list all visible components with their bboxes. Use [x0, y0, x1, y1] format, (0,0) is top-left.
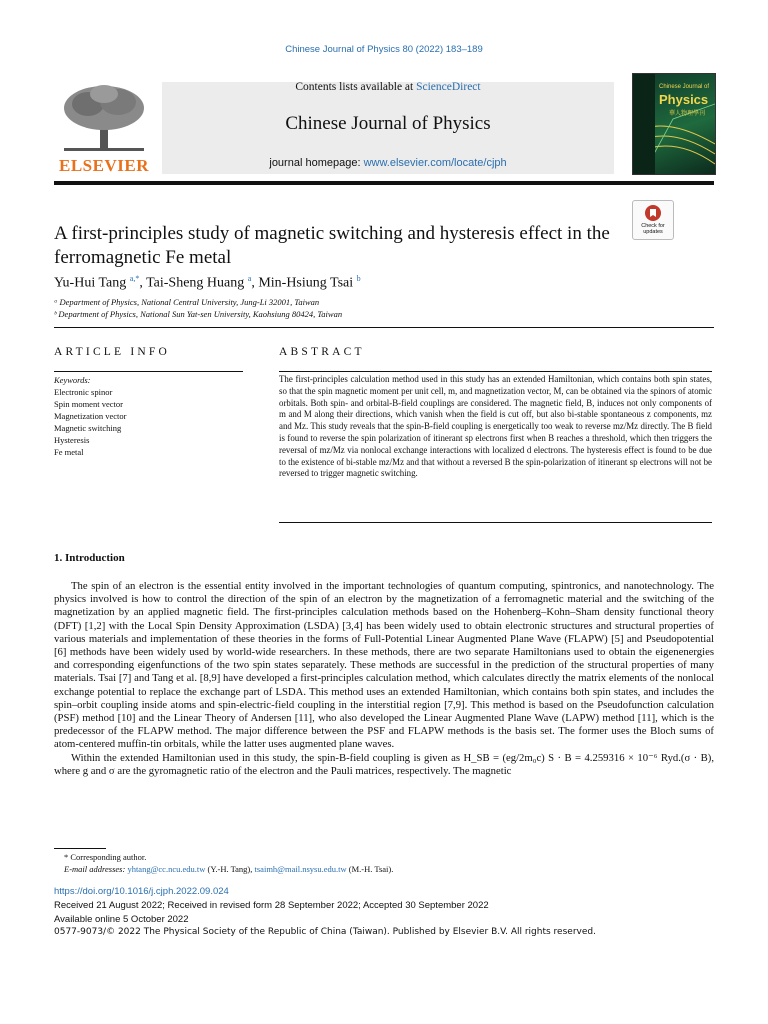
email-label: E-mail addresses: — [64, 864, 126, 874]
email-link[interactable]: tsaimh@mail.nsysu.edu.tw — [254, 864, 347, 874]
cover-chinese-title: 華人物理學刊 — [669, 110, 706, 117]
paragraph: Within the extended Hamiltonian used in this study, the spin-B-field coupling is given as H_SB = (eg/2m₀c) S · B = 4.259316 × 10⁻⁶ Ryd.(σ · B), where g and σ are the gyromagnetic ratio of the electron and the Pauli matrices, respectively. The magnetic — [54, 751, 714, 777]
email-owner: (M.-H. Tsai). — [346, 864, 394, 874]
divider — [54, 327, 714, 328]
keywords-label: Keywords: — [54, 375, 91, 385]
contents-line — [162, 81, 614, 93]
homepage-link[interactable]: www.elsevier.com/locate/cjph — [363, 157, 507, 169]
author-list: Yu-Hui Tang $^{a,*}$, Tai-Sheng Huang $^a$, Min-Hsiung Tsai $^b$ — [54, 274, 361, 291]
journal-cover-image — [632, 73, 716, 175]
corresponding-author-note: * Corresponding author. — [64, 852, 147, 862]
contents-prefix: Contents lists available at — [295, 81, 417, 93]
journal-name: Chinese Journal of Physics — [285, 113, 491, 134]
homepage-prefix: journal homepage: — [269, 157, 364, 169]
divider — [279, 522, 712, 523]
article-title: A first-principles study of magnetic switching and hysteresis effect in the ferromagnetic Fe metal — [54, 223, 610, 268]
affiliation: ᵇ Department of Physics, National Sun Yat-sen University, Kaohsiung 80424, Taiwan — [54, 309, 343, 319]
copyright-notice: 0577-9073/© 2022 The Physical Society of the Republic of China (Taiwan). Published by Elsevier B.V. All rights reserved. — [54, 927, 596, 937]
keyword: Magnetization vector — [54, 411, 127, 421]
badge-label: Check for updates — [641, 223, 665, 235]
author-marks[interactable]: a — [247, 274, 252, 283]
divider — [54, 371, 243, 372]
paragraph: The spin of an electron is the essential entity involved in the important technologies of quantum computing, spintronics, and nanotechnology. The physics involved is how to control the direction of the spin of an electron by the magnetization of a ferromagnetic material and the switching of the magnetization by an applied magnetic field. The first-principles calculation methods based on the Hohenberg–Kohn–Sham density functional theory (DFT) [1,2] with the Local Spin Density Approximation (LSDA) [3,4] has been widely used to obtain electronic structures and structural properties of various materials and implementation of these theories in the forms of Full-Potential Linear Augmented Plane Wave (FLAPW) [5] and Pseudopotential [6] methods have been widely used by world-wide researchers. In these methods, there are two separate Hamiltonians used to obtain the eigenenergies and corresponding eigenfunctions of the two spin states separately. These methods are successful in the prediction of the structural properties of many materials. Tsai [7] and Tang et al. [8,9] have developed a first-principles calculation method, which calculates directly the matrix elements of the nonlocal exchange potential to replace the exchange part of LSDA. This method uses an extended Hamiltonian, which contains both spin states, and includes the spin–orbit coupling inside atoms and spin-electric-field coupling in the interstitial region [7,9]. This method is based on the Pseudofunction calculation (PSF) method [10] and the Linear Theory of Andersen [11], who also developed the Linear Augmented Plane Wave (LAPW) method [11], which is the predecessor of the FLAPW method. The major difference between the PSF and FLAPW methods is the basis set. The former uses the Bloch sums of atom-centered muffin-tin orbitals, while the latter uses augmented plane waves. — [54, 580, 714, 751]
available-online: Available online 5 October 2022 — [54, 914, 189, 925]
keyword: Fe metal — [54, 447, 84, 457]
check-for-updates-button[interactable] — [632, 200, 674, 240]
keyword: Hysteresis — [54, 435, 90, 445]
abstract-heading: ABSTRACT — [279, 346, 365, 358]
author-name[interactable]: Min-Hsiung Tsai — [258, 275, 354, 291]
keyword: Magnetic switching — [54, 423, 122, 433]
body-text — [54, 580, 714, 778]
sciencedirect-link[interactable]: ScienceDirect — [416, 81, 481, 93]
journal-homepage — [162, 157, 614, 169]
author-name[interactable]: Tai-Sheng Huang — [146, 275, 245, 291]
section-heading: 1. Introduction — [54, 552, 125, 564]
header-divider — [54, 181, 714, 185]
author-marks[interactable]: a,* — [129, 274, 140, 283]
author-name[interactable]: Yu-Hui Tang — [54, 275, 127, 291]
publisher-logo-text: ELSEVIER — [59, 156, 149, 175]
email-link[interactable]: yhtang@cc.ncu.edu.tw — [127, 864, 206, 874]
received-dates: Received 21 August 2022; Received in revised form 28 September 2022; Accepted 30 September 2022 — [54, 900, 489, 911]
author-marks[interactable]: b — [356, 274, 361, 283]
cover-subtitle: Chinese Journal of — [659, 84, 710, 90]
affiliation: ᵃ Department of Physics, National Central University, Jung-Li 32001, Taiwan — [54, 297, 320, 307]
email-owner: (Y.-H. Tang), — [205, 864, 255, 874]
cover-title: Physics — [659, 92, 709, 107]
keyword: Spin moment vector — [54, 399, 123, 409]
bookmark-icon — [645, 205, 661, 221]
article-info-heading: ARTICLE INFO — [54, 346, 170, 358]
footnote-divider — [54, 848, 106, 849]
doi-link[interactable]: https://doi.org/10.1016/j.cjph.2022.09.024 — [54, 886, 229, 897]
keyword: Electronic spinor — [54, 387, 113, 397]
email-addresses — [64, 864, 393, 874]
journal-citation[interactable]: Chinese Journal of Physics 80 (2022) 183–189 — [285, 44, 483, 55]
divider — [279, 371, 712, 372]
abstract-text: The first-principles calculation method used in this study has an extended Hamiltonian, which contains both spin states, so that the spin magnetic moment per unit cell, m, and magnetization vector, M, can be obtained via the spinors of atomic orbitals. Both spin- and orbital-B-field couplings are considered. The magnetic field, B, induces not only components of m and M along their directions, which vanish when the field is cut off, but also bi-stable spontaneous z components, mz and Mz. This study reveals that the spin-B-field coupling is energetically too weak to reverse mz/Mz directly. The B field is found to reverse the spin polarization of itinerant sp electrons first when B reaches a threshold, which then triggers the reversal of mz/Mz via nonlocal exchange interactions with localized d electrons. The hysteresis effect is found to be due to the existence of bi-stable mz/Mz and that without a reversed B the spin-polarization of itinerant sp electrons will not be reversed to trigger magnetic switching. — [279, 374, 712, 479]
